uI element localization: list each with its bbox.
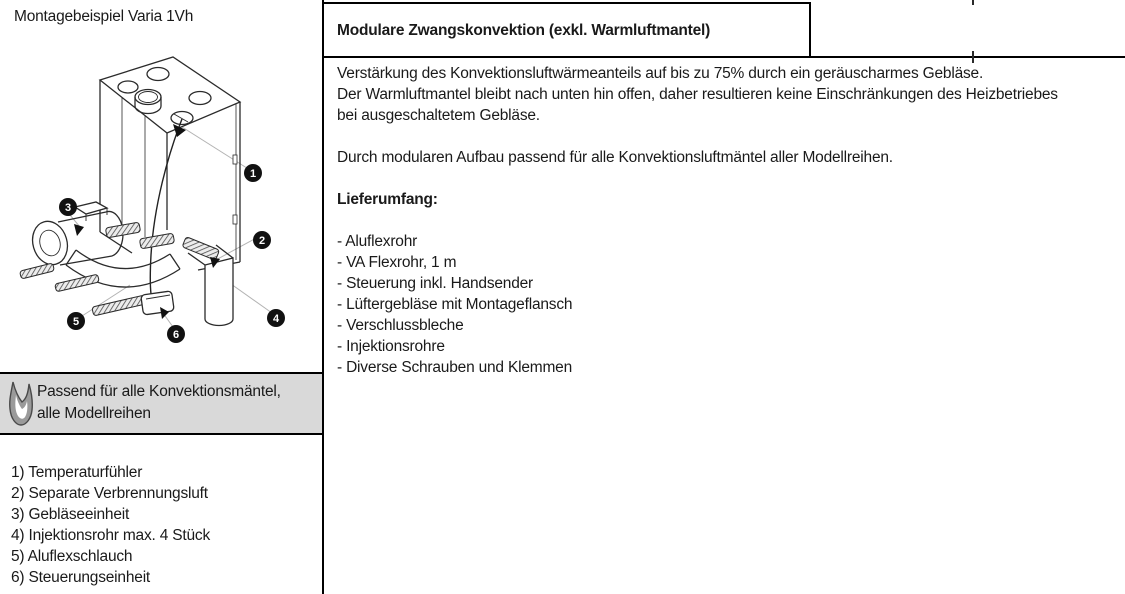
- svg-text:5: 5: [72, 316, 80, 328]
- delivery-item: - Verschlussbleche: [337, 317, 464, 334]
- section-header-cell: [324, 2, 811, 58]
- delivery-item: - Aluflexrohr: [337, 233, 418, 250]
- svg-text:2: 2: [258, 235, 266, 247]
- callout-3: [59, 198, 77, 216]
- paragraph-1-line: Verstärkung des Konvektionsluftwärmeanteils auf bis zu 75% durch ein geräuscharmes Gebläse.: [337, 65, 984, 82]
- svg-text:4: 4: [272, 313, 280, 325]
- callout-4: [267, 309, 285, 327]
- svg-text:6: 6: [172, 329, 180, 341]
- callout-5: [67, 312, 85, 330]
- delivery-item: - Lüftergebläse mit Montageflansch: [337, 296, 573, 313]
- info-box-line2: alle Modellreihen: [37, 405, 151, 422]
- flame-icon: [9, 381, 33, 427]
- delivery-item: - VA Flexrohr, 1 m: [337, 254, 457, 271]
- legend-item: 6) Steuerungseinheit: [11, 569, 151, 586]
- diagram-legend: [11, 462, 210, 588]
- callout-1: [244, 164, 262, 182]
- section-title: Modulare Zwangskonvektion (exkl. Warmluftmantel): [337, 22, 711, 39]
- column-divider-rule: [322, 0, 324, 594]
- callout-6: [167, 325, 185, 343]
- blower-arrow: [74, 224, 84, 236]
- page-title: Montagebeispiel Varia 1Vh: [14, 8, 194, 25]
- svg-text:3: 3: [64, 202, 72, 214]
- paragraph-1-line: bei ausgeschaltetem Gebläse.: [337, 107, 540, 124]
- stove-exploded-diagram: [0, 55, 325, 375]
- delivery-item: - Steuerung inkl. Handsender: [337, 275, 534, 292]
- description-body: [337, 63, 1117, 378]
- paragraph-1-line: Der Warmluftmantel bleibt nach unten hin offen, daher resultieren keine Einschränkungen des Heizbetriebes: [337, 86, 1058, 103]
- svg-text:1: 1: [249, 168, 257, 180]
- legend-item: 3) Gebläseeinheit: [11, 506, 130, 523]
- delivery-item: - Diverse Schrauben und Klemmen: [337, 359, 573, 376]
- info-box-line1: Passend für alle Konvektionsmäntel,: [37, 383, 281, 400]
- header-rule: [324, 56, 1125, 58]
- callout-2: [253, 231, 271, 249]
- legend-item: 5) Aluflexschlauch: [11, 548, 133, 565]
- info-box: [0, 372, 322, 435]
- legend-item: 1) Temperaturfühler: [11, 464, 143, 481]
- paragraph-1: [337, 63, 1117, 126]
- paragraph-2: Durch modularen Aufbau passend für alle Konvektionsluftmäntel aller Modellreihen.: [337, 149, 893, 166]
- sensor-cable: [150, 119, 182, 294]
- delivery-item: - Injektionsrohre: [337, 338, 445, 355]
- delivery-heading: Lieferumfang:: [337, 191, 438, 208]
- legend-item: 4) Injektionsrohr max. 4 Stück: [11, 527, 211, 544]
- legend-item: 2) Separate Verbrennungsluft: [11, 485, 208, 502]
- table-tick-mark: [972, 0, 974, 5]
- chimney-pipe: [182, 237, 233, 326]
- table-tick-mark: [972, 51, 974, 63]
- info-box-text: [37, 381, 281, 425]
- control-unit: [141, 291, 174, 315]
- delivery-list: [337, 231, 1117, 378]
